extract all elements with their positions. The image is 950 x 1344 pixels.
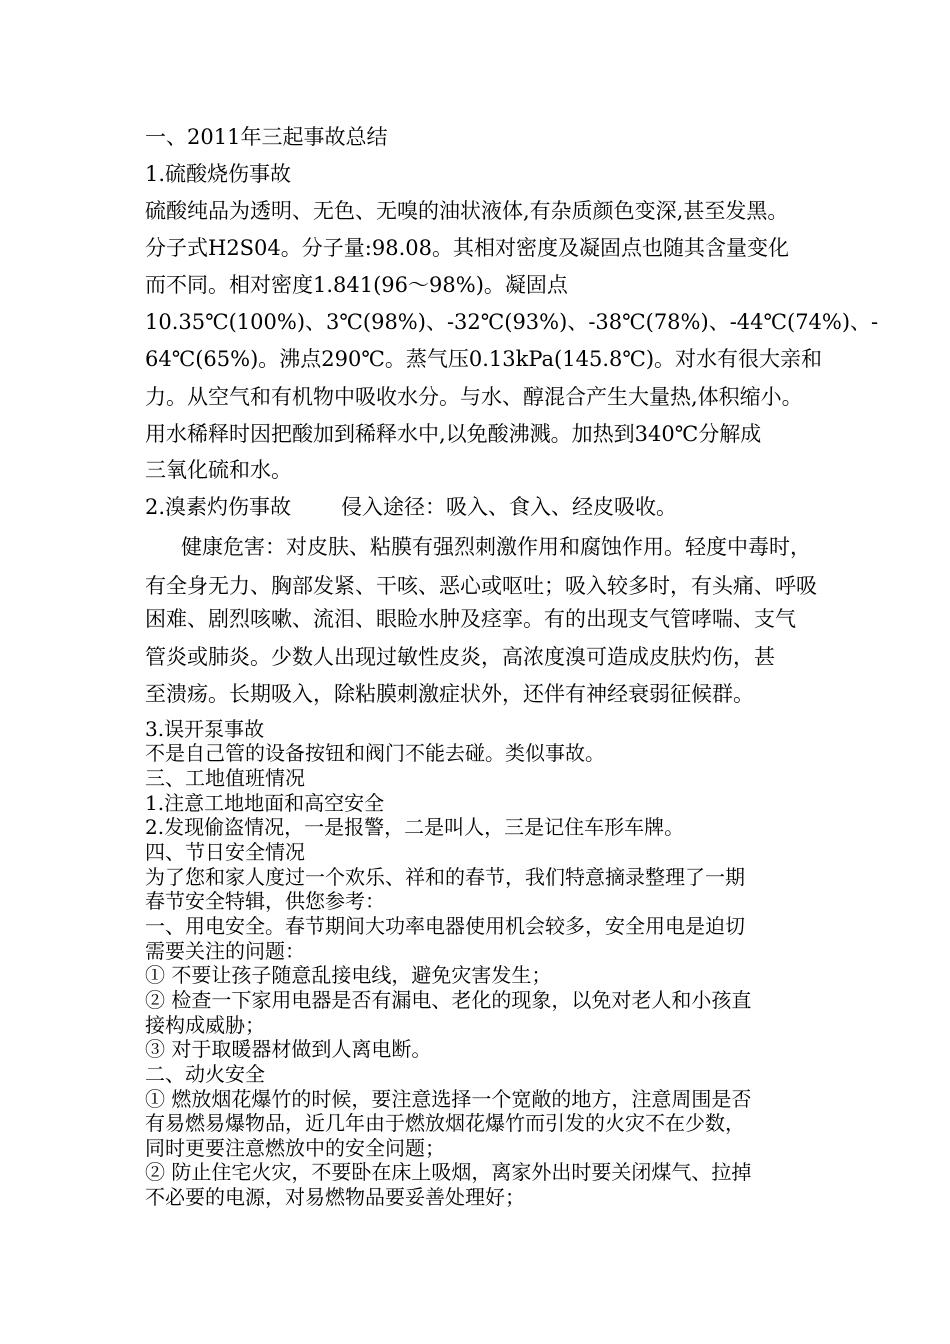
paragraph-line: 困难、剧烈咳嗽、流泪、眼睑水肿及痉挛。有的出现支气管哮喘、支气	[145, 607, 796, 631]
list-item: 1.注意工地地面和高空安全	[145, 791, 385, 815]
heading-electric-safety: 一、用电安全。春节期间大功率电器使用机会较多，安全用电是迫切	[145, 914, 745, 938]
paragraph-line: 用水稀释时因把酸加到稀释水中,以免酸沸溅。加热到340℃分解成	[145, 422, 762, 446]
list-item: ② 防止住宅火灾，不要卧在床上吸烟，离家外出时要关闭煤气、拉掉	[145, 1160, 752, 1184]
paragraph-line: 三氧化硫和水。	[145, 458, 292, 482]
heading-bromine: 2.溴素灼伤事故	[145, 495, 292, 519]
list-item: ① 燃放烟花爆竹的时候，要注意选择一个宽敞的地方，注意周围是否	[145, 1087, 752, 1111]
paragraph-line: 10.35℃(100%)、3℃(98%)、-32℃(93%)、-38℃(78%)、-44℃(74%)、-	[145, 310, 879, 334]
heading-holiday-safety: 四、节日安全情况	[145, 840, 305, 864]
heading-fire-safety: 二、动火安全	[145, 1062, 265, 1086]
paragraph-line: 硫酸纯品为透明、无色、无嗅的油状液体,有杂质颜色变深,甚至发黑。	[145, 199, 789, 223]
heading-site-duty: 三、工地值班情况	[145, 766, 305, 790]
list-item: ③ 对于取暖器材做到人离电断。	[145, 1037, 432, 1061]
paragraph-line: 需要关注的问题：	[145, 939, 305, 963]
list-item: 同时更要注意燃放中的安全问题；	[145, 1136, 445, 1160]
paragraph-line: 64℃(65%)。沸点290℃。蒸气压0.13kPa(145.8℃)。对水有很大亲和	[145, 347, 823, 371]
paragraph-line: 为了您和家人度过一个欢乐、祥和的春节，我们特意摘录整理了一期	[145, 865, 745, 889]
paragraph-line: 管炎或肺炎。少数人出现过敏性皮炎，高浓度溴可造成皮肤灼伤，甚	[145, 645, 775, 669]
list-item: ② 检查一下家用电器是否有漏电、老化的现象，以免对老人和小孩直	[145, 988, 752, 1012]
paragraph-line: 有全身无力、胸部发紧、干咳、恶心或呕吐；吸入较多时，有头痛、呼吸	[145, 574, 817, 598]
list-item: 有易燃易爆物品，近几年由于燃放烟花爆竹而引发的火灾不在少数，	[145, 1111, 745, 1135]
exposure-routes: 侵入途径：吸入、食入、经皮吸收。	[341, 495, 678, 519]
paragraph-line: 而不同。相对密度1.841(96～98%)。凝固点	[145, 273, 568, 297]
paragraph-line: 不是自己管的设备按钮和阀门不能去碰。类似事故。	[145, 741, 605, 765]
paragraph-line: 健康危害：对皮肤、粘膜有强烈刺激作用和腐蚀作用。轻度中毒时，	[181, 535, 811, 559]
paragraph-line: 春节安全特辑，供您参考：	[145, 889, 385, 913]
list-item: 接构成威胁；	[145, 1013, 265, 1037]
heading-bromine-line	[145, 495, 677, 519]
heading-sulfuric-acid: 1.硫酸烧伤事故	[145, 162, 292, 186]
list-item: ① 不要让孩子随意乱接电线，避免灾害发生；	[145, 963, 552, 987]
paragraph-line: 分子式H2S04。分子量:98.08。其相对密度及凝固点也随其含量变化	[145, 236, 789, 260]
paragraph-line: 力。从空气和有机物中吸收水分。与水、醇混合产生大量热,体积缩小。	[145, 385, 803, 409]
list-item: 不必要的电源，对易燃物品要妥善处理好；	[145, 1185, 525, 1209]
heading-accident-summary: 一、2011年三起事故总结	[145, 125, 388, 149]
heading-pump: 3.误开泵事故	[145, 717, 265, 741]
paragraph-line: 至溃疡。长期吸入，除粘膜刺激症状外，还伴有神经衰弱征候群。	[145, 682, 754, 706]
list-item: 2.发现偷盗情况，一是报警，二是叫人，三是记住车形车牌。	[145, 815, 685, 839]
